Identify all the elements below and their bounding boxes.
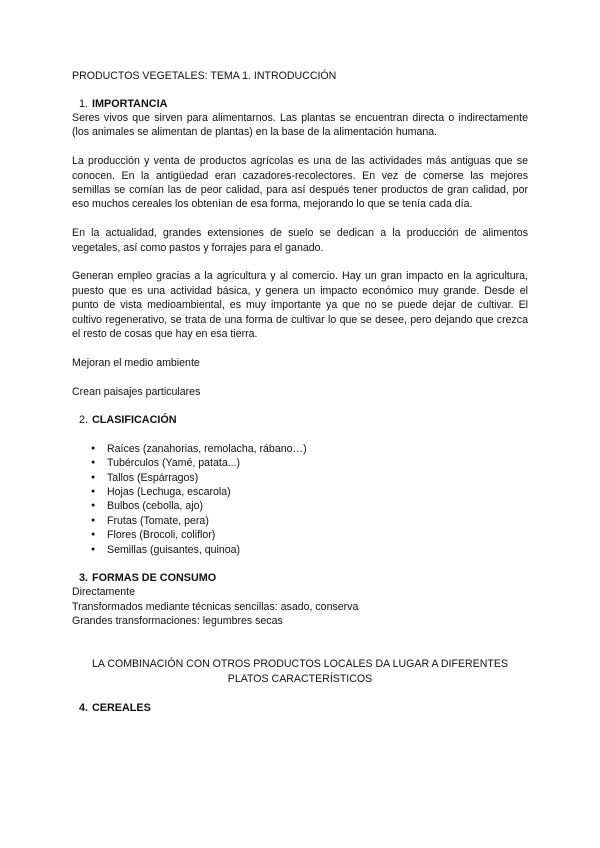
section-heading-cereales <box>72 701 528 715</box>
paragraph: Transformados mediante técnicas sencillas: asado, conserva <box>72 600 359 613</box>
paragraph: En la actualidad, grandes extensiones de suelo se dedican a la producción de alimentos vegetales, así como pastos y forrajes para el ganado. <box>72 227 528 254</box>
section-number: 4. <box>78 701 88 714</box>
section-number: 1. <box>78 98 88 110</box>
list-item: ● Hojas (Lechuga, escarola) <box>91 485 528 499</box>
centered-note-line-1: LA COMBINACIÓN CON OTROS PRODUCTOS LOCALES DA LUGAR A DIFERENTES <box>92 658 508 671</box>
section-heading-importancia <box>72 97 528 111</box>
section-number: 2. <box>78 414 88 427</box>
paragraph: Mejoran el medio ambiente <box>72 356 200 369</box>
paragraph: La producción y venta de productos agrícolas es una de las actividades más antiguas que se conocen. En la antigüedad eran cazadores-recolectores. En vez de comerse las mejores semillas se comían las de peor calidad, para así después tener productos de gran calidad, por eso muchos cereales los obtenían de esa forma, mejorando lo que se tenía cada día. <box>72 155 528 211</box>
paragraph: Directamente <box>72 586 135 599</box>
paragraph: Grandes transformaciones: legumbres secas <box>72 615 283 628</box>
section-title: CLASIFICACIÓN <box>92 414 177 427</box>
paragraph: Seres vivos que sirven para alimentarnos. Las plantas se encuentran directa o indirectamente (los animales se alimentan de plantas) en la base de la alimentación humana. <box>72 112 528 139</box>
section-heading-clasificacion <box>72 413 528 427</box>
section-title: IMPORTANCIA <box>92 98 168 110</box>
list-item: ● Bulbos (cebolla, ajo) <box>91 499 528 513</box>
classification-list <box>72 442 528 557</box>
list-item: ● Tubérculos (Yamé, patata...) <box>91 456 528 470</box>
centered-note-line-2: PLATOS CARACTERÍSTICOS <box>227 672 373 685</box>
list-item: ● Semillas (guisantes, quinoa) <box>91 543 528 557</box>
paragraph: Generan empleo gracias a la agricultura y al comercio. Hay un gran impacto en la agricultura, puesto que es una actividad básica, y genera un impacto económico muy grande. Desde el punto de vista medioambiental, es muy importante ya que no se puede dejar de cultivar. El cultivo regenerativo, se trata de una forma de cultivar lo que se desee, pero dejando que crezca el resto de cosas que hay en esa tierra. <box>72 270 528 341</box>
paragraph: Crean paisajes particulares <box>72 385 201 398</box>
list-item: ● Tallos (Espárragos) <box>91 471 528 485</box>
section-title: FORMAS DE CONSUMO <box>92 572 217 585</box>
section-title: CEREALES <box>92 701 151 714</box>
list-item: ● Frutas (Tomate, pera) <box>91 514 528 528</box>
list-item: ● Raíces (zanahorias, remolacha, rábano…) <box>91 442 528 456</box>
document-title: PRODUCTOS VEGETALES: TEMA 1. INTRODUCCIÓN <box>72 70 337 82</box>
section-heading-formas-de-consumo <box>72 571 528 585</box>
section-number: 3. <box>78 572 88 585</box>
list-item: ● Flores (Brocoli, coliflor) <box>91 528 528 542</box>
